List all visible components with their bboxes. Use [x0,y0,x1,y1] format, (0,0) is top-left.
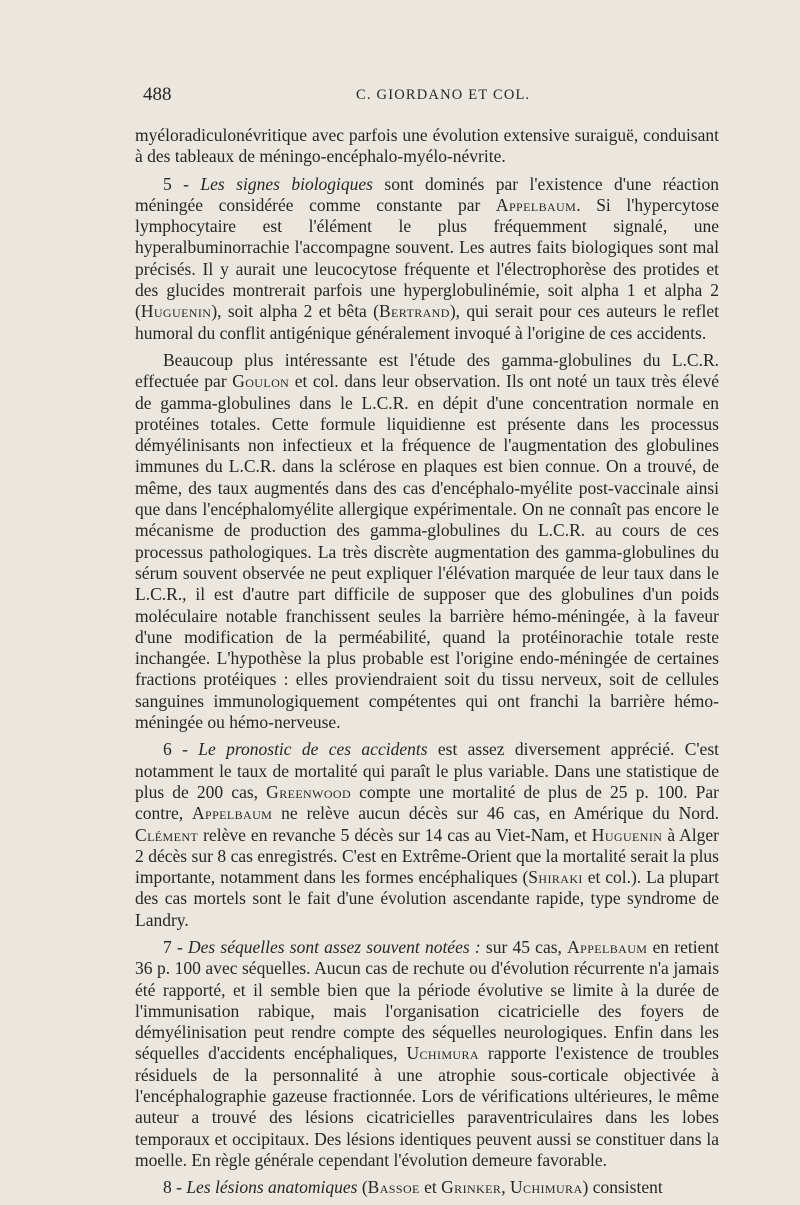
author-name: Uchimura [510,1177,583,1198]
author-name: Huguenin [140,301,212,322]
paragraph-lesions-anatomiques: 8 - Les lésions anatomiques (Bassoe et Grinker, Uchimura) consistent [163,1177,663,1198]
paragraph-continuation: myéloradiculonévritique avec parfois une évolution extensive suraiguë, conduisant à des tableaux de méningo-encéphalo-myélo-névrite. [135,125,719,167]
paragraph-sequelles: 7 - Des séquelles sont assez souvent notées : sur 45 cas, Appelbaum en retient 36 p. 100 avec séquelles. Aucun cas de rechute ou d'évolution récurrente n'a jamais été rapporté, et il semble bien que la période évolutive se limite à la durée de l'immunisation rabique, mais l'organisation cicatricielle des foyers de démyélinisation peut rendre compte des séquelles neurologiques. Enfin dans les séquelles d'accidents encéphaliques, Uchimura rapporte l'existence de troubles résiduels de la personnalité à une atrophie sous-corticale objectivée à l'encéphalographie gazeuse fractionnée. Lors de vérifications ultérieures, le même auteur a trouvé des lésions cicatricielles paraventriculaires dans les lobes temporaux et occipitaux. Des lésions identiques peuvent aussi se constituer dans la moelle. En règle générale cependant l'évolution demeure favorable. [135,936,719,1170]
author-name: Appelbaum [192,803,273,824]
author-name: Grinker [441,1177,502,1198]
paragraph-signes-biologiques: 5 - Les signes biologiques sont dominés par l'existence d'une réaction méningée considérée comme constante par Appelbaum. Si l'hypercytose lymphocytaire est l'élément le plus fréquemment signalé, une hyperalbuminorrachie l'accompagne souvent. Les autres faits biologiques sont mal précisés. Il y aurait une leucocytose fréquente et l'électrophorèse des protides et des glucides montrerait parfois une hyperglobulinémie, soit alpha 1 et alpha 2 (Huguenin), soit alpha 2 et bêta (Bertrand), qui serait pour ces auteurs le reflet humoral du conflit antigénique généralement invoqué à l'origine de ces accidents. [135,173,719,343]
author-name: Bassoe [367,1177,420,1198]
author-name: Clément [135,824,199,845]
author-name: Huguenin [591,824,663,845]
paragraph-pronostic: 6 - Le pronostic de ces accidents est assez diversement apprécié. C'est notamment le taux de mortalité qui paraît le plus variable. Dans une statistique de plus de 200 cas, Greenwood compte une mortalité de plus de 25 p. 100. Par contre, Appelbaum ne relève aucun décès sur 46 cas, en Amérique du Nord. Clément relève en revanche 5 décès sur 14 cas au Viet-Nam, et Huguenin à Alger 2 décès sur 8 cas enregistrés. C'est en Extrême-Orient que la mortalité serait la plus importante, notamment dans les formes encéphaliques (Shiraki et col.). La plupart des cas mortels sont le fait d'une évolution ascendante rapide, type syndrome de Landry. [135,739,720,930]
running-head: C. GIORDANO ET COL. [356,87,531,103]
paragraph-gamma-globulines: Beaucoup plus intéressante est l'étude des gamma-globulines du L.C.R. effectuée par Goulon et col. dans leur observation. Ils ont noté un taux très élevé de gamma-globulines dans le L.C.R. en dépit d'une concentration normale en protéines totales. Cette formule liquidienne est présente dans les processus démyélinisants non infectieux et la fréquence de l'augmentation des globulines immunes du L.C.R. dans la sclérose en plaques est bien connue. On a trouvé, de même, des taux augmentés dans des cas d'encéphalo-myélite post-vaccinale ainsi que dans l'encéphalomyélite allergique expérimentale. On ne connaît pas encore le mécanisme de production des gamma-globulines du L.C.R. au cours de ces processus pathologiques. La très discrète augmentation des gamma-globulines du sérum souvent observée ne peut expliquer l'élévation marquée de leur taux dans le L.C.R., il est d'autre part difficile de supposer que des globulines d'un poids moléculaire notable franchissent seules la barrière hémo-méningée, à la faveur d'une modification de la perméabilité, quand la protéinorachie totale reste inchangée. L'hypothèse la plus probable est l'origine endo-méningée de certaines fractions protéiques : elles proviendraient soit du tissu nerveux, soit de cellules sanguines immunologiquement compétentes qui ont franchi la barrière hémo-méningée ou hémo-nerveuse. [135,349,719,733]
author-name: Bertrand [378,301,450,322]
section-title: Les lésions anatomiques [186,1177,358,1198]
author-name: Greenwood [266,781,352,802]
page-number: 488 [143,84,172,105]
section-title: Le pronostic de ces accidents [198,739,428,760]
section-title: Les signes biologiques [200,173,373,194]
author-name: Appelbaum [567,936,648,957]
author-name: Shiraki [528,867,583,888]
author-name: Uchimura [406,1043,479,1064]
author-name: Appelbaum [495,194,577,215]
page-header [143,84,720,106]
body-text [135,125,719,1205]
author-name: Goulon [232,371,290,392]
section-title: Des séquelles sont assez souvent notées : [187,936,481,957]
